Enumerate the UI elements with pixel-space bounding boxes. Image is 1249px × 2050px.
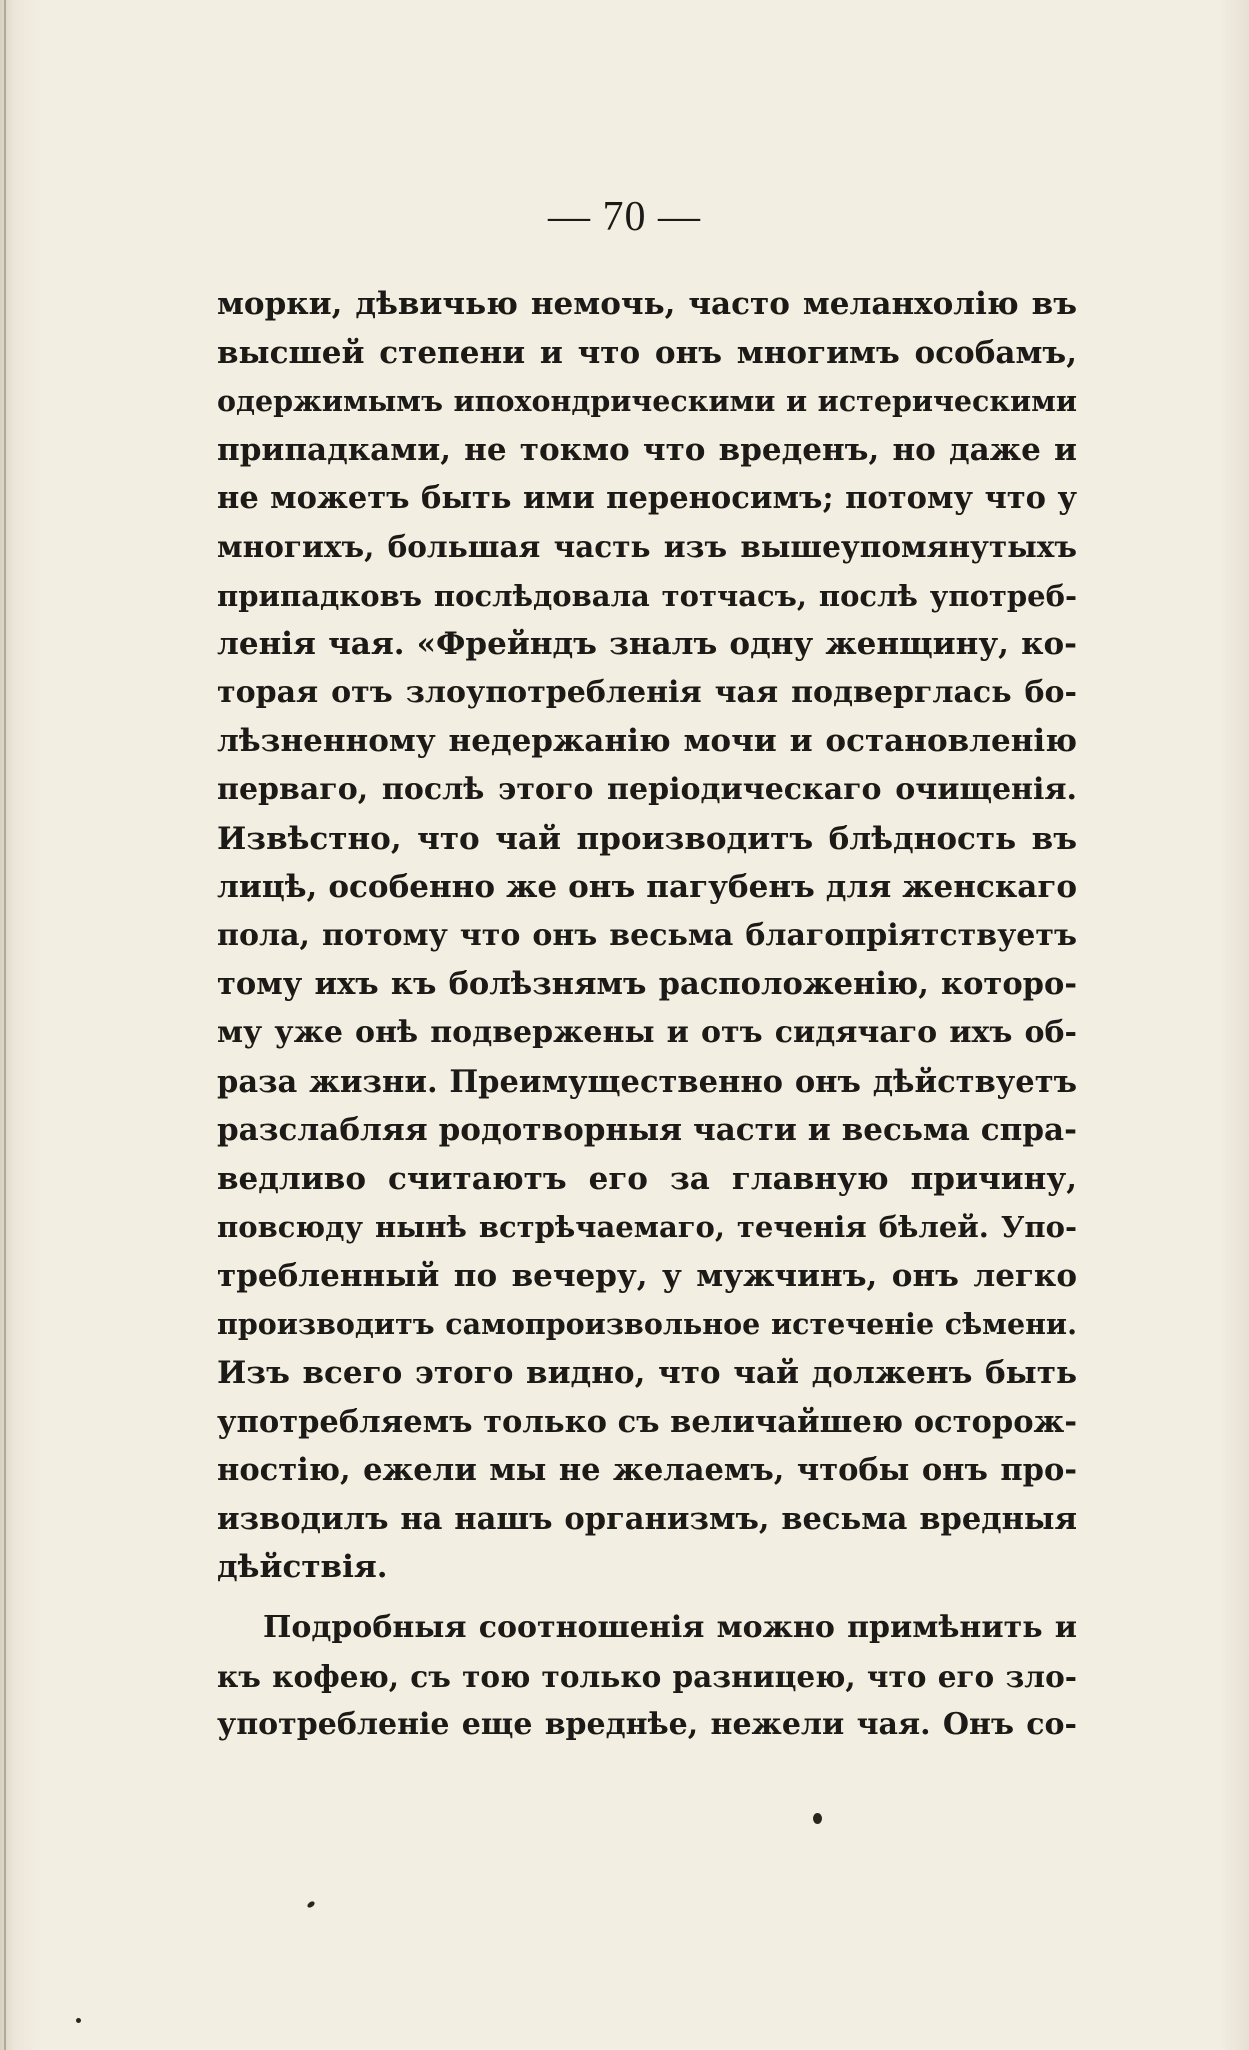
text-line: торая отъ злоупотребленія чая подверглась бо- — [217, 674, 1077, 710]
body-text — [217, 280, 1077, 1750]
page-number: — 70 — — [548, 194, 701, 240]
text-line: производитъ самопроизвольное истеченіе сѣмени. — [217, 1307, 1077, 1342]
text-line: ленія чая. «Фрейндъ зналъ одну женщину, ко- — [217, 626, 1077, 663]
binding-edge — [4, 0, 6, 2050]
paragraph-gap — [217, 1592, 1077, 1604]
text-line: му уже онѣ подвержены и отъ сидячаго ихъ об- — [217, 1014, 1077, 1050]
text-line: требленный по вечеру, у мужчинъ, онъ легко — [217, 1257, 1077, 1294]
text-line: не можетъ быть ими переносимъ; потому что у — [217, 480, 1077, 517]
text-line: Подробныя соотношенія можно примѣнить и — [263, 1610, 1077, 1646]
text-line: Изъ всего этого видно, что чай долженъ быть — [217, 1355, 1077, 1392]
paragraph-2 — [217, 1604, 1077, 1750]
ink-speck — [76, 2018, 81, 2023]
text-line: къ кофею, съ тою только разницею, что его зло- — [217, 1658, 1077, 1694]
text-line: ностію, ежели мы не желаемъ, чтобы онъ про- — [217, 1452, 1077, 1489]
ink-speck — [306, 1900, 315, 1909]
text-line: изводилъ на нашъ организмъ, весьма вредныя — [217, 1500, 1077, 1537]
text-line: припадковъ послѣдовала тотчасъ, послѣ употреб- — [217, 578, 1077, 613]
paragraph-1 — [217, 280, 1077, 1592]
text-line: морки, дѣвичью немочь, часто меланхолію въ — [217, 286, 1077, 322]
text-line: Извѣстно, что чай производитъ блѣдность въ — [217, 820, 1077, 857]
text-line: употребляемъ только съ величайшею осторож- — [217, 1403, 1077, 1440]
ink-speck — [813, 1813, 822, 1824]
text-line: пола, потому что онъ весьма благопріятствуетъ — [217, 917, 1077, 953]
text-line: припадками, не токмо что вреденъ, но даже и — [217, 431, 1077, 468]
text-line: многихъ, большая часть изъ вышеупомянутыхъ — [217, 528, 1077, 564]
text-line: раза жизни. Преимущественно онъ дѣйствуетъ — [217, 1063, 1077, 1100]
text-line: разслабляя родотворныя части и весьма спра- — [217, 1112, 1077, 1149]
text-line: перваго, послѣ этого періодическаго очищенія. — [217, 771, 1077, 807]
text-line: лѣзненному недержанію мочи и остановленію — [217, 723, 1077, 760]
text-line: дѣйствія. — [217, 1549, 388, 1586]
text-line: тому ихъ къ болѣзнямъ расположенію, которо- — [217, 966, 1077, 1003]
text-line: лицѣ, особенно же онъ пагубенъ для женскаго — [217, 869, 1077, 906]
text-line: высшей степени и что онъ многимъ особамъ, — [217, 334, 1077, 371]
text-line: ведливо считаютъ его за главную причину, — [217, 1160, 1077, 1197]
text-line: повсюду нынѣ встрѣчаемаго, теченія бѣлей. Упо- — [217, 1210, 1077, 1245]
text-line: употребленіе еще вреднѣе, нежели чая. Онъ со- — [217, 1707, 1077, 1743]
text-line: одержимымъ ипохондрическими и истерическими — [217, 384, 1077, 419]
